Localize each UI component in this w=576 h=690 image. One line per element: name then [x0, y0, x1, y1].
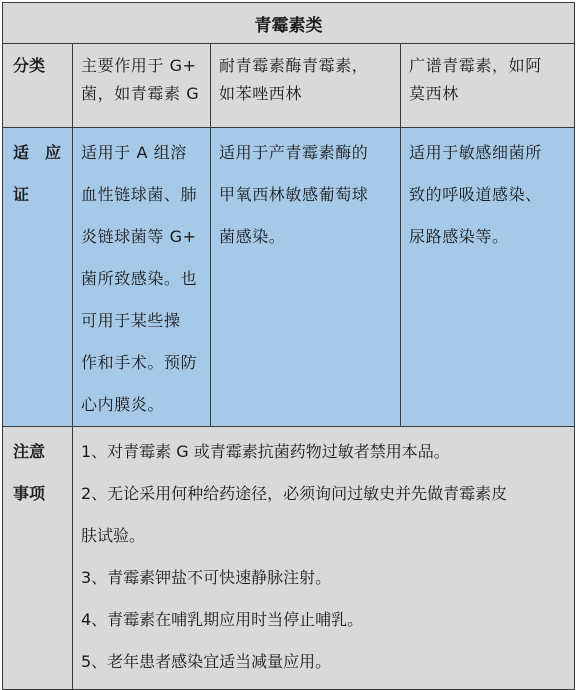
indications-col3: [401, 128, 575, 427]
note-item: 5、老年患者感染宜适当减量应用。: [81, 652, 332, 671]
text-line: 炎链球菌等 G+: [81, 227, 197, 246]
text-line: 可用于某些操: [81, 311, 181, 330]
note-item: 肤试验。: [81, 526, 146, 545]
text-line: 适用于产青霉素酶的: [219, 143, 369, 162]
classification-narrow-spectrum: [73, 44, 211, 128]
text-line: 心内膜炎。: [81, 395, 165, 414]
classification-header: 分类: [3, 44, 73, 128]
text-line: 致的呼吸道感染、: [409, 185, 542, 204]
text-line: 作和手术。预防: [81, 353, 198, 372]
indications-row: [3, 128, 575, 427]
indications-col2: [211, 128, 401, 427]
classification-penicillinase-resistant: [211, 44, 401, 128]
text-line: 广谱青霉素，如阿: [409, 56, 542, 75]
drug-info-table-container: [2, 2, 574, 690]
note-item: 3、青霉素钾盐不可快速静脉注射。: [81, 568, 332, 587]
text-line: 尿路感染等。: [409, 227, 509, 246]
header-line: 适 应: [13, 143, 62, 162]
text-line: 适用于敏感细菌所: [409, 143, 542, 162]
note-item: 1、对青霉素 G 或青霉素抗菌药物过敏者禁用本品。: [81, 442, 450, 461]
classification-broad-spectrum: [401, 44, 575, 128]
notes-list: [73, 427, 575, 690]
text-line: 菌，如青霉素 G: [81, 84, 200, 103]
text-line: 主要作用于 G+: [81, 56, 197, 75]
text-line: 甲氧西林敏感葡萄球: [219, 185, 369, 204]
text-line: 菌所致感染。也: [81, 269, 198, 288]
note-item: 2、无论采用何种给药途径，必须询问过敏史并先做青霉素皮: [81, 484, 508, 503]
penicillin-table: [2, 2, 575, 690]
text-line: 血性链球菌、肺: [81, 185, 198, 204]
notes-row: [3, 427, 575, 690]
text-line: 适用于 A 组溶: [81, 143, 187, 162]
title-row: [3, 3, 575, 44]
text-line: 耐青霉素酶青霉素，: [219, 56, 369, 75]
header-line: 事项: [13, 484, 46, 503]
header-line: 证: [13, 185, 30, 204]
note-item: 4、青霉素在哺乳期应用时当停止哺乳。: [81, 610, 364, 629]
notes-header: [3, 427, 73, 690]
text-line: 菌感染。: [219, 227, 286, 246]
table-title: 青霉素类: [3, 3, 575, 44]
text-line: 如苯唑西林: [219, 84, 303, 103]
indications-header: [3, 128, 73, 427]
header-line: 注意: [13, 442, 46, 461]
text-line: 莫西林: [409, 84, 459, 103]
classification-row: [3, 44, 575, 128]
indications-col1: [73, 128, 211, 427]
